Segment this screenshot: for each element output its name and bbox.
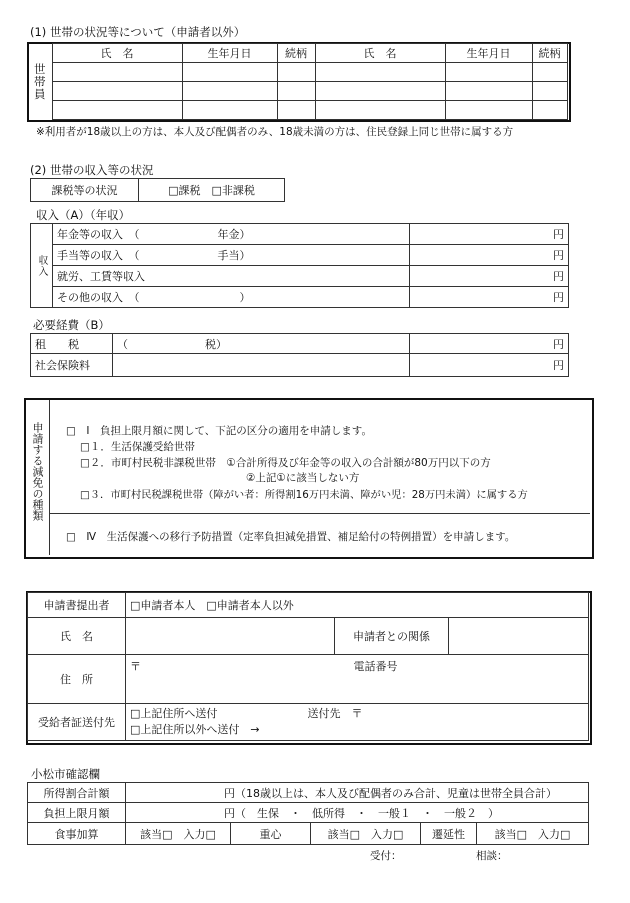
reduction-line-2b: ②上記①に該当しない方 xyxy=(246,472,360,484)
household-cell[interactable] xyxy=(52,101,182,120)
reduction-side-label: 申請する減免の種類 xyxy=(31,422,44,521)
household-cell[interactable] xyxy=(52,63,182,82)
phone-label: 電話番号 xyxy=(353,660,398,673)
income-row-work: 就労、工賃等収入 xyxy=(53,266,410,287)
limit-label: 負担上限月額 xyxy=(28,803,126,823)
household-note: ※利用者が18歳以上の方は、本人及び配偶者のみ、18歳未満の方は、住民登録上同じ世帯に属する方 xyxy=(36,126,514,138)
col-name-1: 氏 名 xyxy=(52,44,182,63)
relation-label: 申請者との関係 xyxy=(335,618,449,655)
tax-status-options[interactable]: □課税 □非課税 xyxy=(139,179,285,202)
household-cell[interactable] xyxy=(182,63,277,82)
section2-title: (2) 世帯の収入等の状況 xyxy=(30,163,154,177)
household-cell[interactable] xyxy=(277,63,315,82)
severe-label: 重心 xyxy=(231,823,311,845)
meal-check[interactable]: 該当□ 入力□ xyxy=(126,823,231,845)
income-sum-label: 所得割合計額 xyxy=(28,783,126,803)
income-allowance-amount[interactable]: 円 xyxy=(410,245,569,266)
applicant-name-label: 氏 名 xyxy=(28,618,126,655)
household-cell[interactable] xyxy=(315,63,445,82)
household-cell[interactable] xyxy=(182,82,277,101)
household-cell[interactable] xyxy=(532,101,567,120)
section5-title: 小松市確認欄 xyxy=(31,767,100,781)
address-label: 住 所 xyxy=(28,655,126,704)
tax-status-table xyxy=(30,178,285,202)
col-birth-2: 生年月日 xyxy=(445,44,532,63)
section1-title: (1) 世帯の状況等について（申請者以外） xyxy=(30,25,246,39)
reduction-line-1[interactable]: □１．生活保護受給世帯 xyxy=(80,441,195,453)
address-field[interactable] xyxy=(126,655,589,704)
delay-label: 遷延性 xyxy=(421,823,477,845)
household-cell[interactable] xyxy=(445,63,532,82)
col-birth-1: 生年月日 xyxy=(182,44,277,63)
expense-insurance-amount[interactable]: 円 xyxy=(410,354,569,377)
col-relation-1: 続柄 xyxy=(277,44,315,63)
household-cell[interactable] xyxy=(52,82,182,101)
income-sum-value[interactable]: 円（18歳以上は、本人及び配偶者のみ合計、児童は世帯全員合計） xyxy=(126,783,589,803)
reduction-divider-h xyxy=(49,513,590,514)
income-row-other: その他の収入 （ ） xyxy=(53,287,410,308)
income-pension-amount[interactable]: 円 xyxy=(410,224,569,245)
col-name-2: 氏 名 xyxy=(315,44,445,63)
reduction-line-IV[interactable]: □ Ⅳ 生活保護への移行予防措置（定率負担減免措置、補足給付の特例措置）を申請します。 xyxy=(66,531,516,543)
delay-check[interactable]: 該当□ 入力□ xyxy=(477,823,589,845)
reduction-divider-v xyxy=(49,400,50,555)
col-relation-2: 続柄 xyxy=(532,44,567,63)
severe-check[interactable]: 該当□ 入力□ xyxy=(311,823,421,845)
income-work-amount[interactable]: 円 xyxy=(410,266,569,287)
send-opt1[interactable]: □上記住所へ送付 xyxy=(130,707,218,720)
expense-tax-label: 租 税 xyxy=(31,334,113,354)
send-opt2[interactable]: □上記住所以外へ送付 → xyxy=(130,723,260,736)
submitter-table xyxy=(27,592,589,741)
meal-label: 食事加算 xyxy=(28,823,126,845)
household-cell[interactable] xyxy=(532,82,567,101)
expense-insurance-label: 社会保険料 xyxy=(31,354,113,377)
household-cell[interactable] xyxy=(277,82,315,101)
household-cell[interactable] xyxy=(532,63,567,82)
tax-status-label: 課税等の状況 xyxy=(31,179,139,202)
confirmation-table xyxy=(27,782,589,845)
consult-label: 相談： xyxy=(476,850,508,862)
expense-tax-amount[interactable]: 円 xyxy=(410,334,569,354)
relation-field[interactable] xyxy=(449,618,589,655)
expense-insurance-detail[interactable] xyxy=(113,354,410,377)
expense-title: 必要経費（B） xyxy=(33,318,110,332)
household-cell[interactable] xyxy=(277,101,315,120)
household-side-label: 世帯員 xyxy=(32,62,47,101)
income-row-allowance: 手当等の収入 （ 手当） xyxy=(53,245,410,266)
expense-tax-detail[interactable]: （ 税） xyxy=(113,334,410,354)
income-side-label: 収入 xyxy=(36,254,47,277)
send-destination-field[interactable] xyxy=(126,704,589,741)
reduction-line-2[interactable]: □２．市町村民税非課税世帯 ①合計所得及び年金等の収入の合計額が80万円以下の方 xyxy=(80,457,491,469)
household-cell[interactable] xyxy=(315,101,445,120)
household-cell[interactable] xyxy=(445,101,532,120)
submitter-options[interactable]: □申請者本人 □申請者本人以外 xyxy=(126,593,589,618)
reduction-line-3[interactable]: □３．市町村民税課税世帯（障がい者：所得割16万円未満、障がい児：28万円未満）に属する方 xyxy=(80,489,528,501)
household-cell[interactable] xyxy=(315,82,445,101)
household-cell[interactable] xyxy=(182,101,277,120)
income-other-amount[interactable]: 円 xyxy=(410,287,569,308)
send-to-label: 送付先 〒 xyxy=(307,707,363,720)
send-destination-label: 受給者証送付先 xyxy=(28,704,126,741)
submitter-label: 申請書提出者 xyxy=(28,593,126,618)
expense-table xyxy=(30,333,569,377)
received-label: 受付： xyxy=(370,850,402,862)
reduction-line-I[interactable]: □ Ⅰ 負担上限月額に関して、下記の区分の適用を申請します。 xyxy=(66,425,372,437)
postal-mark: 〒 xyxy=(130,660,141,673)
income-table xyxy=(30,223,569,308)
limit-value[interactable]: 円（ 生保 ・ 低所得 ・ 一般１ ・ 一般２ ） xyxy=(126,803,589,823)
household-cell[interactable] xyxy=(445,82,532,101)
income-title: 収入（A）（年収） xyxy=(36,208,131,222)
applicant-name-field[interactable] xyxy=(126,618,335,655)
income-row-pension: 年金等の収入 （ 年金） xyxy=(53,224,410,245)
household-table xyxy=(28,43,568,120)
